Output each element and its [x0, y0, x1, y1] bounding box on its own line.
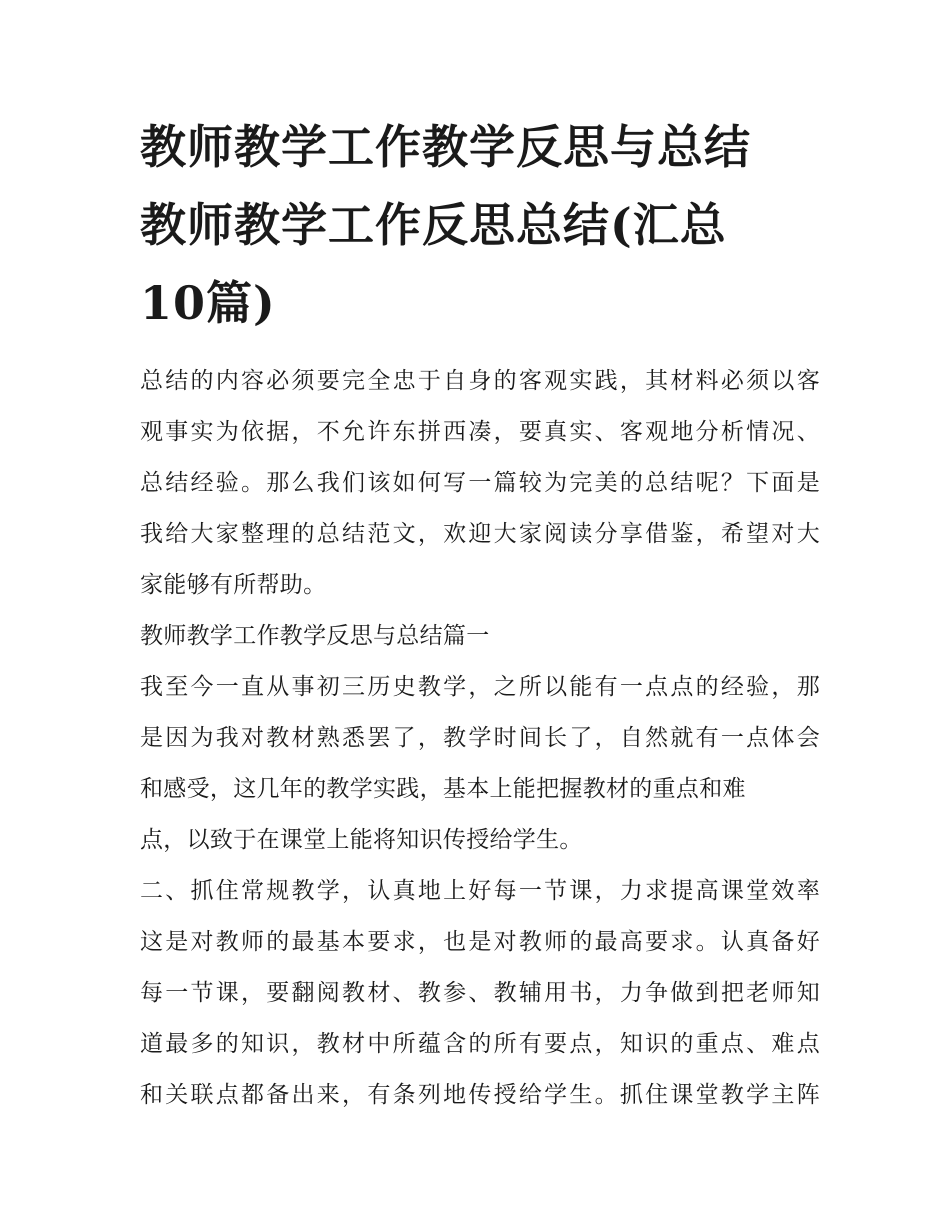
- paragraph-line: 这是对教师的最基本要求，也是对教师的最高要求。认真备好: [140, 929, 820, 955]
- paragraph-line: 和关联点都备出来，有条列地传授给学生。抓住课堂教学主阵: [140, 1082, 820, 1108]
- paragraph-line: 道最多的知识，教材中所蕴含的所有要点，知识的重点、难点: [140, 1031, 820, 1057]
- title-line: 10篇): [140, 276, 276, 330]
- paragraph-line: 观事实为依据，不允许东拼西凑，要真实、客观地分析情况、: [140, 419, 820, 445]
- paragraph-line: 我给大家整理的总结范文，欢迎大家阅读分享借鉴，希望对大: [140, 521, 820, 547]
- document-title: [140, 108, 820, 342]
- paragraph-line: 是因为我对教材熟悉罢了，教学时间长了，自然就有一点体会: [140, 725, 820, 751]
- paragraph-line: 总结经验。那么我们该如何写一篇较为完美的总结呢？下面是: [140, 470, 820, 496]
- title-line: 教师教学工作教学反思与总结: [140, 120, 751, 174]
- paragraph-line: 家能够有所帮助。: [140, 572, 327, 598]
- title-line: 教师教学工作反思总结(汇总: [140, 198, 727, 252]
- section-heading: 教师教学工作教学反思与总结篇一: [140, 623, 490, 649]
- paragraph-line: 点，以致于在课堂上能将知识传授给学生。: [140, 827, 583, 853]
- paragraph-line: 我至今一直从事初三历史教学，之所以能有一点点的经验，那: [140, 674, 820, 700]
- document-body: [140, 356, 820, 1121]
- paragraph-line: 每一节课，要翻阅教材、教参、教辅用书，力争做到把老师知: [140, 980, 820, 1006]
- paragraph-line: 二、抓住常规教学，认真地上好每一节课，力求提高课堂效率: [140, 878, 820, 904]
- paragraph-line: 和感受，这几年的教学实践，基本上能把握教材的重点和难: [140, 776, 746, 802]
- paragraph-line: 总结的内容必须要完全忠于自身的客观实践，其材料必须以客: [140, 368, 820, 394]
